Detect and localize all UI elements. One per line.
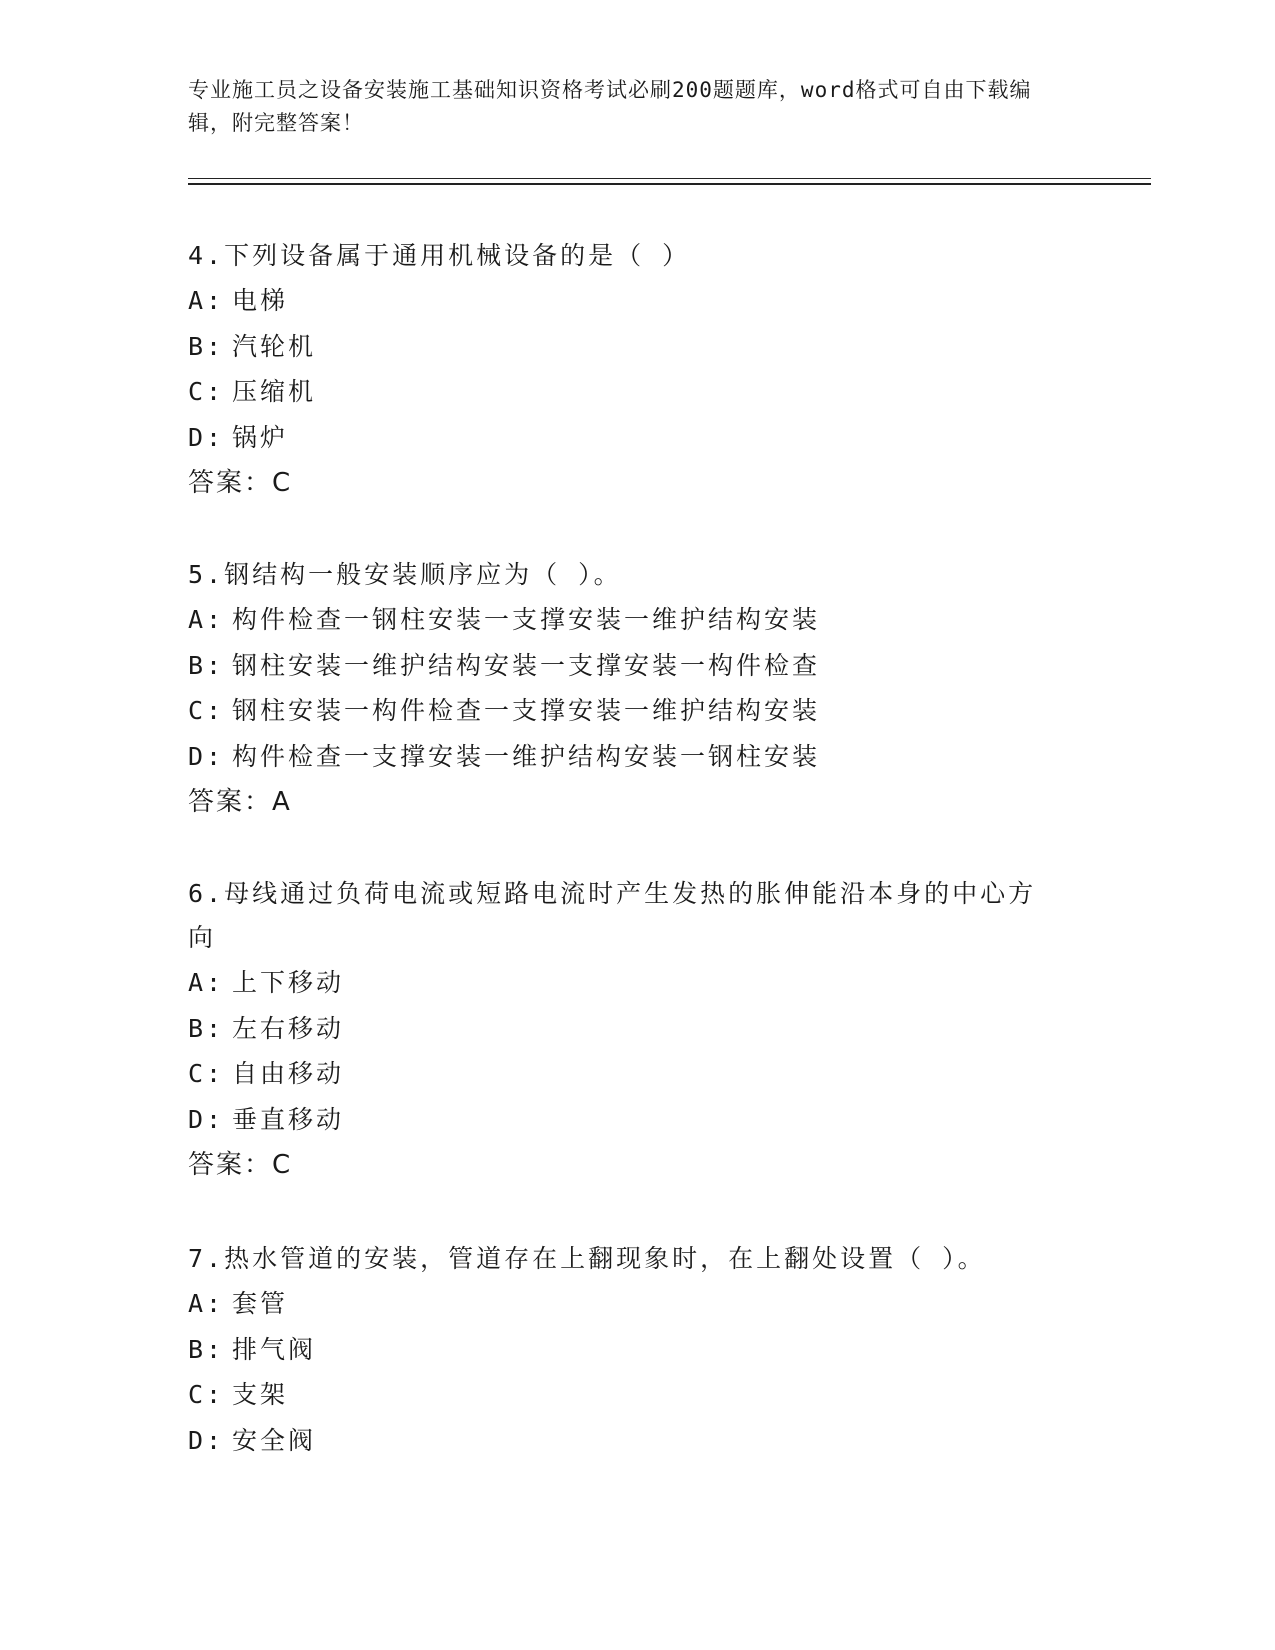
option-text: 安全阀 [232, 1425, 317, 1455]
option-letter: C: [188, 1059, 225, 1088]
option-text: 压缩机 [232, 377, 317, 406]
option-letter: D: [188, 1425, 225, 1455]
question-stem: 7.热水管道的安装，管道存在上翻现象时，在上翻处设置（ ）。 [188, 1244, 986, 1273]
option-letter: A: [188, 286, 225, 315]
option-letter: B: [188, 650, 225, 680]
option-a [188, 597, 1088, 643]
document-header: 专业施工员之设备安装施工基础知识资格考试必刷200题题库，word格式可自由下载编辑，附完整答案！ [188, 78, 1032, 135]
option-text: 套管 [232, 1289, 289, 1318]
option-d [188, 1097, 1088, 1143]
option-c [188, 369, 1088, 415]
option-text: 锅炉 [232, 422, 289, 452]
option-letter: D: [188, 741, 225, 771]
option-b [188, 324, 1088, 370]
question-6 [188, 872, 1088, 1188]
option-letter: C: [188, 696, 225, 725]
option-letter: A: [188, 1289, 225, 1318]
option-letter: D: [188, 422, 225, 452]
option-letter: B: [188, 331, 225, 361]
option-a [188, 960, 1088, 1006]
option-b [188, 1006, 1088, 1052]
option-text: 左右移动 [232, 1013, 345, 1043]
option-letter: D: [188, 1104, 225, 1134]
option-text: 钢柱安装一维护结构安装一支撑安装一构件检查 [232, 650, 821, 680]
option-text: 构件检查一支撑安装一维护结构安装一钢柱安装 [232, 741, 821, 771]
option-d [188, 415, 1088, 461]
option-c [188, 1372, 1088, 1418]
option-c [188, 688, 1088, 734]
option-b [188, 1327, 1088, 1373]
option-a [188, 278, 1088, 324]
option-letter: A: [188, 968, 225, 997]
header-divider-top [188, 178, 1151, 179]
header-divider-bottom [188, 183, 1151, 185]
option-d [188, 734, 1088, 780]
option-c [188, 1051, 1088, 1097]
option-b [188, 643, 1088, 689]
option-letter: C: [188, 1380, 225, 1409]
option-text: 汽轮机 [232, 331, 317, 361]
option-text: 排气阀 [232, 1334, 317, 1364]
option-text: 钢柱安装一构件检查一支撑安装一维护结构安装 [232, 696, 821, 725]
option-text: 自由移动 [232, 1059, 345, 1088]
option-d [188, 1418, 1088, 1464]
question-5 [188, 553, 1088, 825]
option-letter: B: [188, 1013, 225, 1043]
question-stem: 5.钢结构一般安装顺序应为（ ）。 [188, 560, 622, 589]
answer-line: 答案：A [188, 787, 292, 817]
question-stem: 6.母线通过负荷电流或短路电流时产生发热的胀伸能沿本身的中心方向 [188, 879, 1037, 952]
question-4 [188, 234, 1088, 506]
option-text: 电梯 [232, 286, 289, 315]
option-text: 支架 [232, 1380, 289, 1409]
question-7 [188, 1237, 1088, 1463]
option-text: 垂直移动 [232, 1104, 345, 1134]
option-text: 构件检查一钢柱安装一支撑安装一维护结构安装 [232, 605, 821, 634]
option-letter: A: [188, 605, 225, 634]
answer-line: 答案：C [188, 1150, 293, 1180]
option-text: 上下移动 [232, 968, 345, 997]
answer-line: 答案：C [188, 468, 293, 498]
option-a [188, 1281, 1088, 1327]
option-letter: B: [188, 1334, 225, 1364]
question-stem: 4.下列设备属于通用机械设备的是（ ） [188, 241, 691, 270]
option-letter: C: [188, 377, 225, 406]
